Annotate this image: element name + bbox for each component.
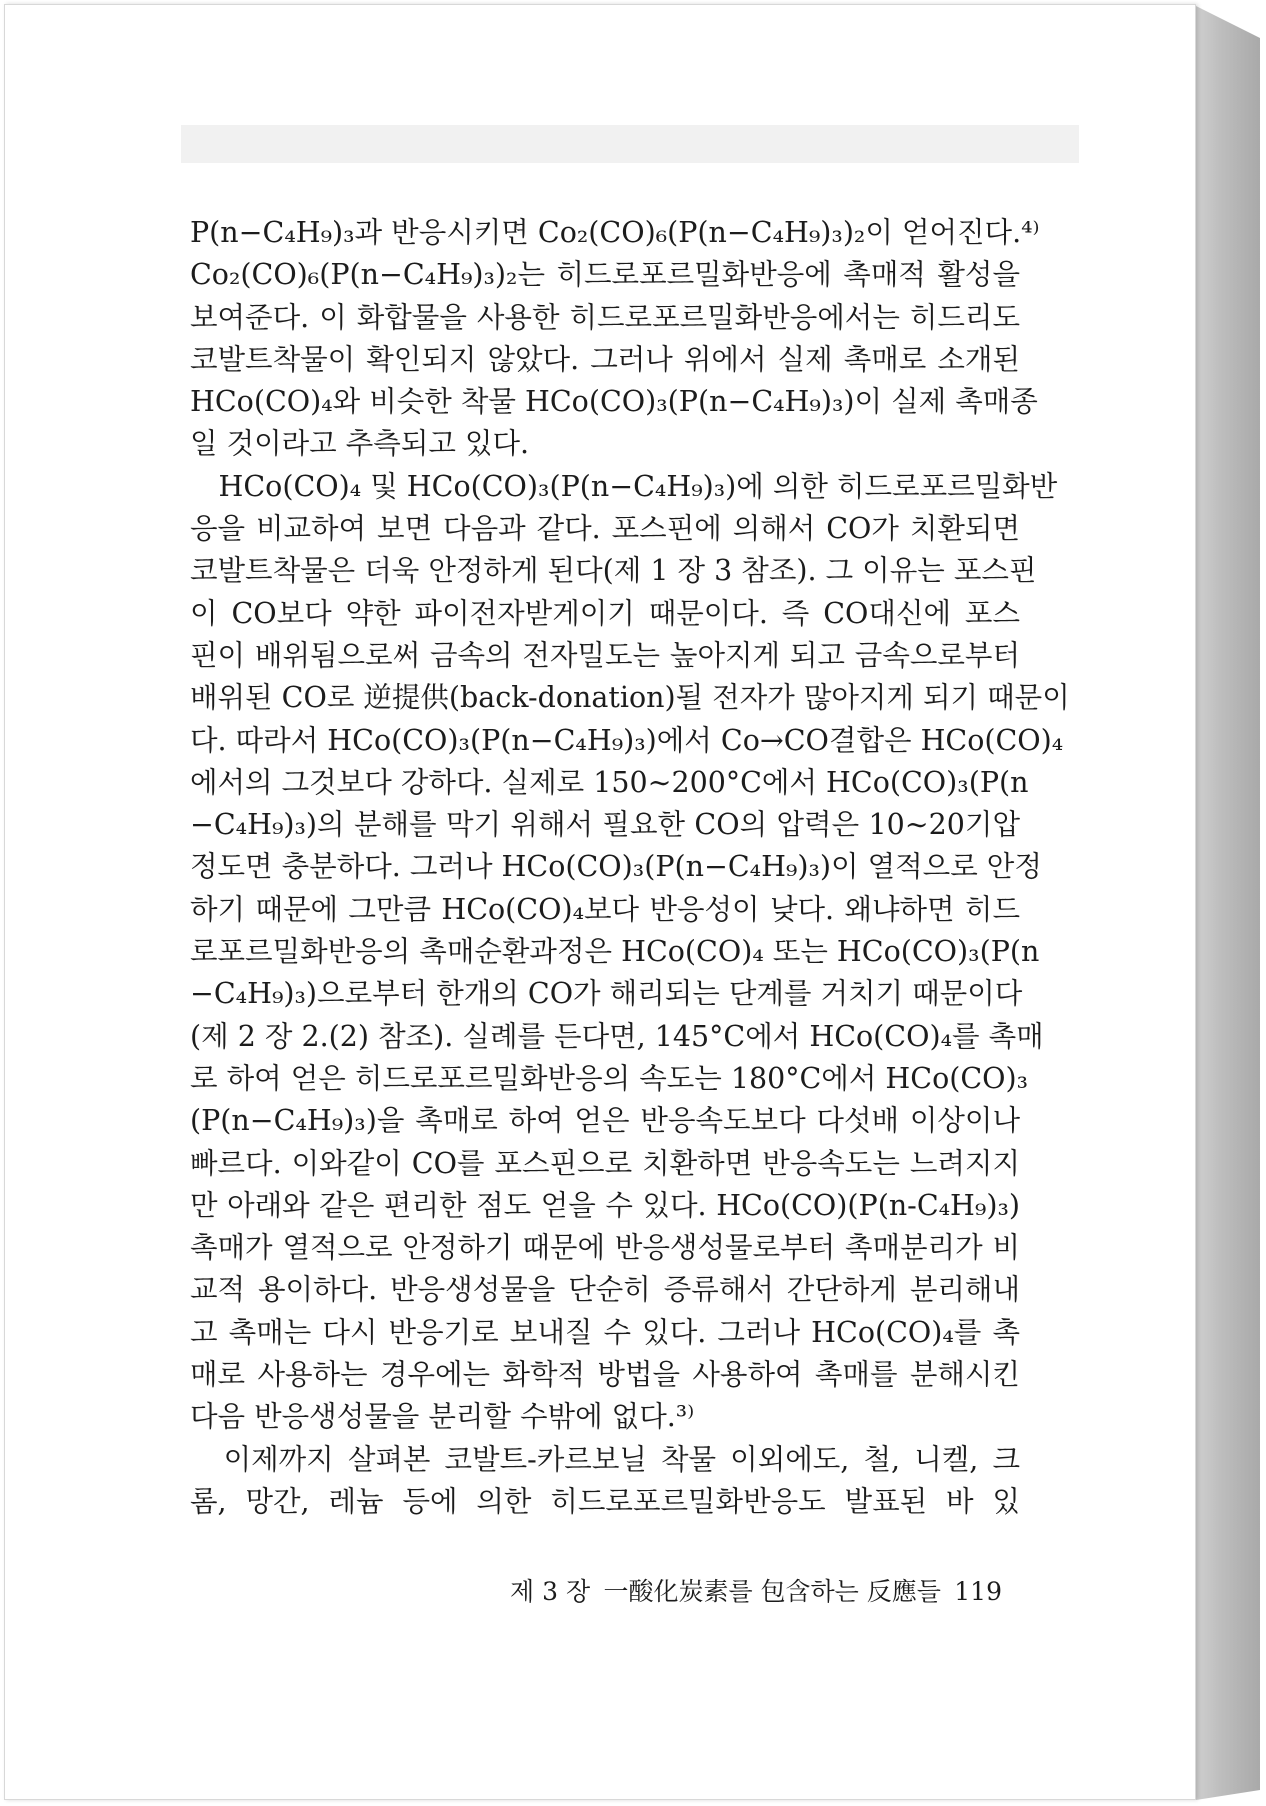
page-number: 119 — [954, 1577, 1002, 1606]
text-line: 응을 비교하여 보면 다음과 같다. 포스핀에 의해서 CO가 치환되면 — [190, 512, 1020, 546]
text-line: HCo(CO)₄ 및 HCo(CO)₃(P(n−C₄H₉)₃)에 의한 히드로포르밀화반 — [190, 469, 1058, 503]
text-line: 빠르다. 이와같이 CO를 포스핀으로 치환하면 반응속도는 느려지지 — [190, 1146, 1020, 1180]
text-line: 핀이 배위됨으로써 금속의 전자밀도는 높아지게 되고 금속으로부터 — [190, 638, 1020, 672]
running-footer — [510, 1572, 1002, 1612]
text-line: 다음 반응생성물을 분리할 수밖에 없다.³⁾ — [190, 1400, 695, 1434]
text-line: 배위된 CO로 逆提供(back-donation)될 전자가 많아지게 되기 때문이 — [190, 681, 1070, 715]
footer-title: 一酸化炭素를 包含하는 反應들 — [603, 1577, 941, 1606]
text-line: 에서의 그것보다 강하다. 실제로 150∼200°C에서 HCo(CO)₃(P(n — [190, 765, 1029, 799]
text-line: 매로 사용하는 경우에는 화학적 방법을 사용하여 촉매를 분해시킨 — [190, 1358, 1020, 1392]
text-line: −C₄H₉)₃)의 분해를 막기 위해서 필요한 CO의 압력은 10∼20기압 — [190, 808, 1020, 842]
text-line: 롬, 망간, 레늄 등에 의한 히드로포르밀화반응도 발표된 바 있 — [190, 1484, 1020, 1518]
text-line: 로포르밀화반응의 촉매순환과정은 HCo(CO)₄ 또는 HCo(CO)₃(P(n — [190, 935, 1040, 969]
text-line: 교적 용이하다. 반응생성물을 단순히 증류해서 간단하게 분리해내 — [190, 1273, 1020, 1307]
text-line: 일 것이라고 추측되고 있다. — [190, 427, 530, 461]
text-line: 고 촉매는 다시 반응기로 보내질 수 있다. 그러나 HCo(CO)₄를 촉 — [190, 1315, 1020, 1349]
text-line: HCo(CO)₄와 비슷한 착물 HCo(CO)₃(P(n−C₄H₉)₃)이 실제 촉매종 — [190, 385, 1038, 419]
text-line: P(n−C₄H₉)₃과 반응시키면 Co₂(CO)₆(P(n−C₄H₉)₃)₂이 얻어진다.⁴⁾ — [190, 216, 1040, 249]
scan-shadow-band — [181, 125, 1079, 163]
text-line: 촉매가 열적으로 안정하기 때문에 반응생성물로부터 촉매분리가 비 — [190, 1231, 1020, 1265]
text-line: (P(n−C₄H₉)₃)을 촉매로 하여 얻은 반응속도보다 다섯배 이상이나 — [190, 1104, 1020, 1138]
body-text — [190, 212, 1070, 1523]
text-line: 코발트착물이 확인되지 않았다. 그러나 위에서 실제 촉매로 소개된 — [190, 342, 1020, 376]
text-line: 다. 따라서 HCo(CO)₃(P(n−C₄H₉)₃)에서 Co→CO결합은 HCo(CO)₄ — [190, 723, 1064, 757]
text-line: −C₄H₉)₃)으로부터 한개의 CO가 해리되는 단계를 거치기 때문이다 — [190, 977, 1023, 1011]
text-line: 이 CO보다 약한 파이전자받게이기 때문이다. 즉 CO대신에 포스 — [190, 596, 1020, 630]
book-page-edge — [1196, 6, 1260, 1800]
text-line: 로 하여 얻은 히드로포르밀화반응의 속도는 180°C에서 HCo(CO)₃ — [190, 1061, 1029, 1095]
text-line: Co₂(CO)₆(P(n−C₄H₉)₃)₂는 히드로포르밀화반응에 촉매적 활성을 — [190, 258, 1020, 292]
text-line: 하기 때문에 그만큼 HCo(CO)₄보다 반응성이 낮다. 왜냐하면 히드 — [190, 892, 1020, 926]
footer-chapter: 제 3 장 — [510, 1577, 591, 1606]
text-line: 이제까지 살펴본 코발트-카르보닐 착물 이외에도, 철, 니켈, 크 — [190, 1442, 1020, 1476]
text-line: 정도면 충분하다. 그러나 HCo(CO)₃(P(n−C₄H₉)₃)이 열적으로 안정 — [190, 850, 1042, 884]
text-line: 코발트착물은 더욱 안정하게 된다(제 1 장 3 참조). 그 이유는 포스핀 — [190, 554, 1037, 588]
text-line: 만 아래와 같은 편리한 점도 얻을 수 있다. HCo(CO)(P(n-C₄H₉)₃) — [190, 1188, 1020, 1222]
text-line: 보여준다. 이 화합물을 사용한 히드로포르밀화반응에서는 히드리도 — [190, 300, 1020, 334]
text-line: (제 2 장 2.(2) 참조). 실례를 든다면, 145°C에서 HCo(CO)₄를 촉매 — [190, 1019, 1044, 1053]
